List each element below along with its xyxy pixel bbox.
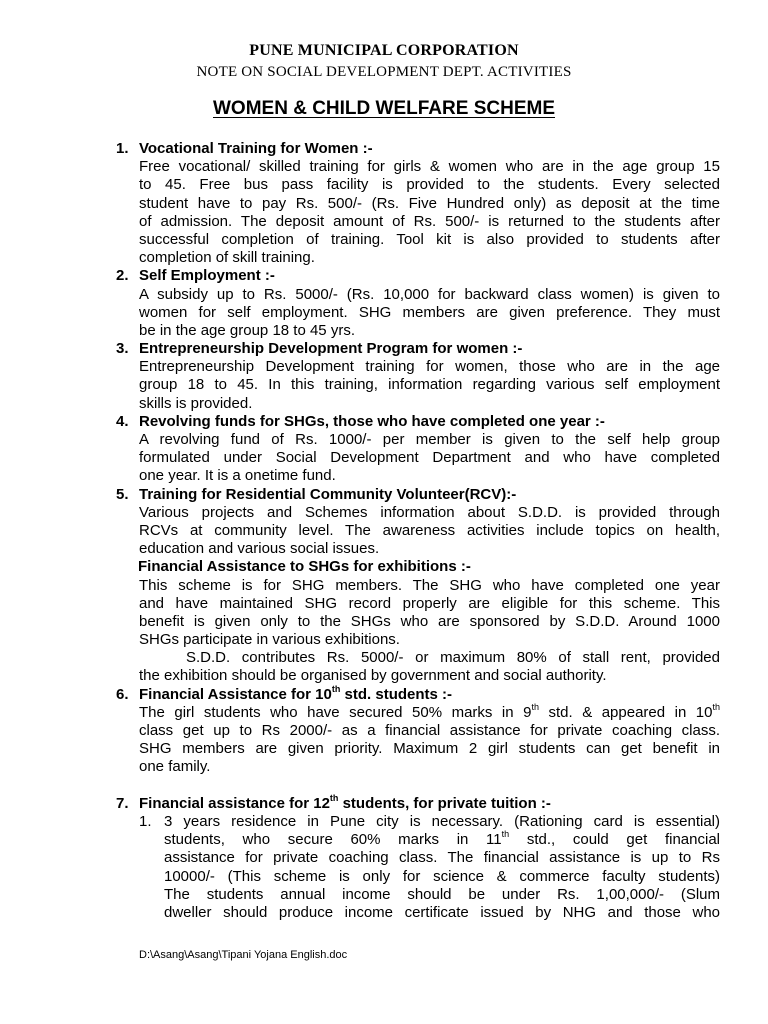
text-line — [0, 595, 768, 613]
superscript: th — [331, 683, 341, 694]
text-line — [0, 249, 768, 267]
scheme-heading — [0, 98, 768, 120]
text-line — [0, 158, 768, 176]
text-line — [0, 322, 768, 340]
superscript: th — [329, 792, 339, 803]
sub-item-line: The students annual income should be under Rs. 1,00,000/- (Slum — [164, 885, 720, 903]
paragraph-line: A subsidy up to Rs. 5000/- (Rs. 10,000 for backward class women) is given to — [139, 285, 720, 303]
text-line — [0, 540, 768, 558]
paragraph-line: and have maintained SHG record properly are eligible for this scheme. This — [139, 594, 720, 612]
paragraph-line: completion of skill training. — [139, 249, 315, 267]
sub-item-line: assistance for private coaching class. The financial assistance is up to Rs — [164, 849, 720, 867]
item-number: 1. — [116, 140, 129, 157]
sub-item-line: 10000/- (This scheme is only for science & commerce faculty students) — [164, 867, 720, 885]
text-line — [0, 649, 768, 667]
paragraph-line: This scheme is for SHG members. The SHG who have completed one year — [139, 576, 720, 594]
paragraph-line: one year. It is a onetime fund. — [139, 467, 336, 485]
item-title: Entrepreneurship Development Program for women :- — [139, 340, 523, 358]
paragraph-line: SHGs participate in various exhibitions. — [139, 631, 400, 649]
text-line — [0, 613, 768, 631]
text-line — [0, 849, 768, 867]
item-title: Financial Assistance to SHGs for exhibitions :- — [138, 558, 471, 576]
paragraph-line: education and various social issues. — [139, 540, 380, 558]
item-number: 6. — [116, 685, 129, 703]
organization-title: PUNE MUNICIPAL CORPORATION — [249, 42, 519, 59]
item-heading — [0, 140, 768, 158]
item-number: 4. — [116, 412, 129, 430]
item-heading — [0, 683, 768, 704]
item-heading — [0, 267, 768, 285]
text-line — [0, 868, 768, 886]
text-line — [0, 631, 768, 649]
scheme-heading-text: WOMEN & CHILD WELFARE SCHEME — [213, 98, 555, 119]
text-line — [0, 701, 768, 722]
paragraph-line: one family. — [139, 758, 211, 776]
item-title: Vocational Training for Women :- — [139, 140, 373, 157]
text-line — [0, 722, 768, 740]
blank-line — [0, 777, 768, 795]
text-line — [0, 813, 768, 831]
item-title: Revolving funds for SHGs, those who have completed one year :- — [139, 412, 605, 430]
sub-item-line: students, who secure 60% marks in 11th std., could get financial — [164, 829, 720, 849]
paragraph-line: A revolving fund of Rs. 1000/- per member is given to the self help group — [139, 431, 720, 448]
item-title: Financial Assistance for 10th std. students :- — [139, 683, 453, 703]
paragraph-line: class get up to Rs 2000/- as a financial assistance for private coaching class. — [139, 722, 720, 739]
text-line — [0, 904, 768, 922]
paragraph-line: women for self employment. SHG members are given preference. They must — [139, 303, 720, 321]
text-line — [0, 395, 768, 413]
text-line — [0, 831, 768, 849]
note-subtitle: NOTE ON SOCIAL DEVELOPMENT DEPT. ACTIVITIES — [196, 64, 572, 80]
item-title: Training for Residential Community Volunteer(RCV):- — [139, 485, 517, 503]
paragraph-line: successful completion of training. Tool kit is also provided to students after — [139, 230, 720, 248]
paragraph-line: benefit is given only to the SHGs who are sponsored by S.D.D. Around 1000 — [139, 612, 720, 630]
text-line — [0, 467, 768, 485]
text-line — [0, 304, 768, 322]
item-heading — [0, 792, 768, 813]
text-line — [0, 504, 768, 522]
paragraph-line: The girl students who have secured 50% marks in 9th std. & appeared in 10th — [139, 701, 720, 721]
superscript: th — [712, 701, 720, 712]
text-line — [0, 231, 768, 249]
text-line — [0, 358, 768, 376]
sub-item-number: 1. — [139, 812, 152, 830]
paragraph-line: Various projects and Schemes information about S.D.D. is provided through — [139, 503, 720, 521]
text-line — [0, 740, 768, 758]
text-line — [0, 195, 768, 213]
paragraph-line: RCVs at community level. The awareness activities include topics on health, — [139, 521, 720, 539]
paragraph-line: skills is provided. — [139, 394, 253, 412]
item-number: 7. — [116, 794, 129, 812]
item-number: 5. — [116, 485, 129, 503]
text-line — [0, 522, 768, 540]
item-heading — [0, 558, 768, 576]
sub-item-line: dweller should produce income certificate issued by NHG and those who — [164, 903, 720, 921]
paragraph-line: formulated under Social Development Department and who have completed — [139, 449, 720, 467]
item-title: Financial assistance for 12th students, for private tuition :- — [139, 792, 551, 812]
document-body — [0, 140, 768, 922]
paragraph-line: of admission. The deposit amount of Rs. 500/- is returned to the students after — [139, 212, 720, 230]
item-heading — [0, 413, 768, 431]
text-line — [0, 577, 768, 595]
text-line — [0, 286, 768, 304]
item-number: 3. — [116, 340, 129, 358]
text-line — [0, 376, 768, 394]
paragraph-line: SHG members are given priority. Maximum 2 girl students can get benefit in — [139, 740, 720, 758]
paragraph-line: to 45. Free bus pass facility is provided to the students. Every selected — [139, 176, 720, 194]
paragraph-line: Entrepreneurship Development training for women, those who are in the age — [139, 358, 720, 376]
text-line — [0, 176, 768, 194]
text-line — [0, 431, 768, 449]
text-line — [0, 449, 768, 467]
paragraph-line: be in the age group 18 to 45 yrs. — [139, 321, 355, 339]
paragraph-line: group 18 to 45. In this training, information regarding various self employment — [139, 376, 720, 394]
item-title: Self Employment :- — [139, 267, 275, 285]
paragraph-line: the exhibition should be organised by government and social authority. — [139, 667, 607, 685]
sub-item-line: 3 years residence in Pune city is necessary. (Rationing card is essential) — [164, 812, 720, 830]
text-line — [0, 886, 768, 904]
paragraph-line: Free vocational/ skilled training for girls & women who are in the age group 15 — [139, 158, 720, 176]
text-line — [0, 758, 768, 776]
text-line — [0, 667, 768, 685]
paragraph-line: student have to pay Rs. 500/- (Rs. Five Hundred only) as deposit at the time — [139, 194, 720, 212]
superscript: th — [531, 701, 539, 712]
superscript: th — [501, 829, 510, 840]
item-number: 2. — [116, 267, 129, 285]
file-path-footer: D:\Asang\Asang\Tipani Yojana English.doc — [139, 949, 348, 961]
item-heading — [0, 486, 768, 504]
paragraph-line: S.D.D. contributes Rs. 5000/- or maximum 80% of stall rent, provided — [186, 649, 720, 667]
item-heading — [0, 340, 768, 358]
text-line — [0, 213, 768, 231]
